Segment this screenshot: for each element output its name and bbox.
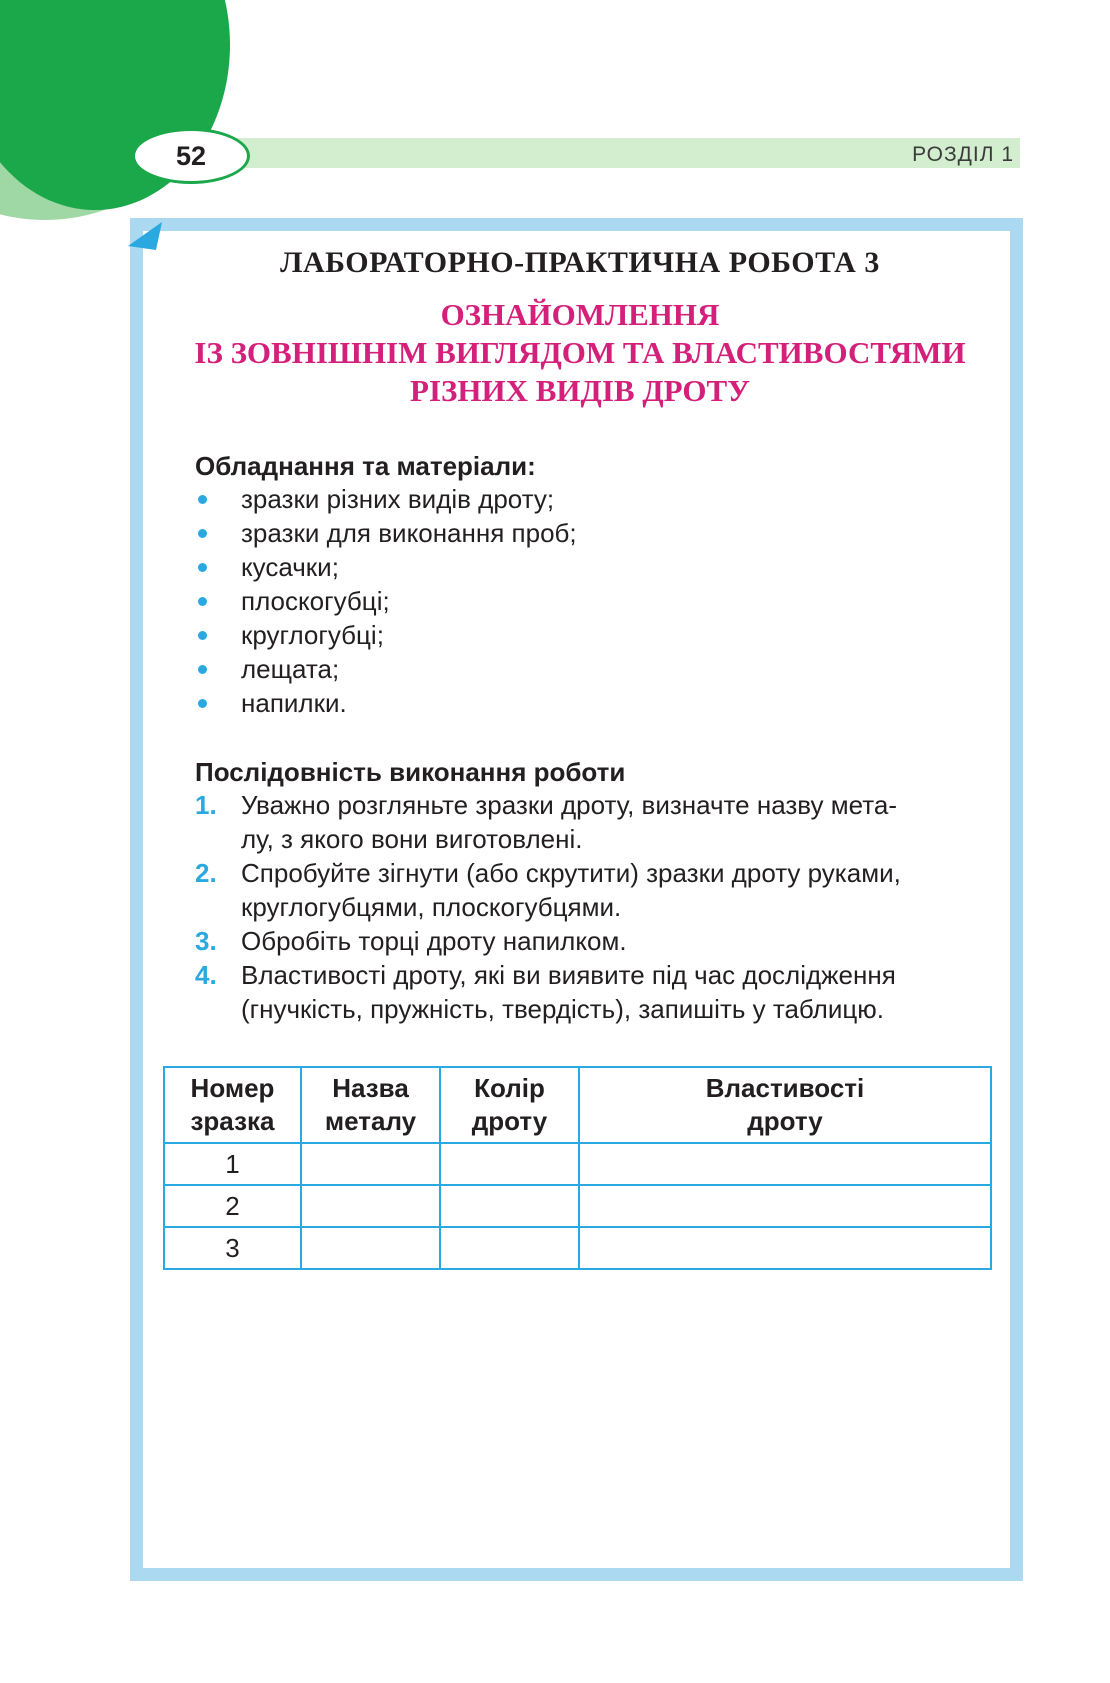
empty-cell[interactable] [301, 1185, 440, 1227]
empty-cell[interactable] [440, 1227, 579, 1269]
results-table [163, 1066, 992, 1270]
list-item: зразки різних видів дроту; [195, 482, 577, 516]
step-number: 3. [195, 926, 217, 956]
list-item: круглогубці; [195, 618, 577, 652]
procedure-heading: Послідовність виконання роботи [195, 757, 626, 787]
lab-title: ЛАБОРАТОРНО-ПРАКТИЧНА РОБОТА 3 [280, 246, 880, 279]
topic-line-2: ІЗ ЗОВНІШНІМ ВИГЛЯДОМ ТА ВЛАСТИВОСТЯМИ [194, 335, 966, 370]
page-number: 52 [132, 128, 250, 184]
sample-number-cell: 3 [164, 1227, 301, 1269]
step-number: 4. [195, 960, 217, 990]
col-header-wire-color: Колір дроту [440, 1067, 579, 1143]
list-item: 1. Уважно розгляньте зразки дроту, визначте назву мета- лу, з якого вони виготовлені. [195, 790, 897, 854]
section-label: РОЗДІЛ 1 [912, 143, 1014, 166]
list-item: кусачки; [195, 550, 577, 584]
empty-cell[interactable] [301, 1227, 440, 1269]
equipment-heading: Обладнання та матеріали: [195, 451, 536, 481]
header-bar [190, 138, 1020, 168]
list-item: напилки. [195, 686, 577, 720]
empty-cell[interactable] [579, 1227, 991, 1269]
col-header-sample-number: Номер зразка [164, 1067, 301, 1143]
bullet-icon [198, 597, 207, 606]
sample-number-cell: 2 [164, 1185, 301, 1227]
list-item: лещата; [195, 652, 577, 686]
bullet-icon [198, 529, 207, 538]
empty-cell[interactable] [579, 1143, 991, 1185]
table-row [164, 1185, 991, 1227]
topic-title [150, 296, 1010, 410]
step-number: 1. [195, 790, 217, 820]
bullet-icon [198, 699, 207, 708]
step-number: 2. [195, 858, 217, 888]
table-row [164, 1227, 991, 1269]
procedure-list [195, 788, 995, 1026]
equipment-list [195, 482, 577, 720]
empty-cell[interactable] [579, 1185, 991, 1227]
bullet-icon [198, 563, 207, 572]
equipment-section [195, 451, 577, 720]
list-item: зразки для виконання проб; [195, 516, 577, 550]
list-item: 4. Властивості дроту, які ви виявите під час дослідження (гнучкість, пружність, твердість), запишіть у таблицю. [195, 960, 896, 1024]
empty-cell[interactable] [440, 1185, 579, 1227]
col-header-metal-name: Назва металу [301, 1067, 440, 1143]
bullet-icon [198, 665, 207, 674]
list-item: плоскогубці; [195, 584, 577, 618]
empty-cell[interactable] [440, 1143, 579, 1185]
table-row [164, 1143, 991, 1185]
list-item: 3. Обробіть торці дроту напилком. [195, 926, 627, 956]
empty-cell[interactable] [301, 1143, 440, 1185]
bullet-icon [198, 631, 207, 640]
table-header-row [164, 1067, 991, 1143]
list-item: 2. Спробуйте зігнути (або скрутити) зразки дроту руками, круглогубцями, плоскогубцями. [195, 858, 901, 922]
sample-number-cell: 1 [164, 1143, 301, 1185]
procedure-section [195, 757, 995, 1026]
topic-line-3: РІЗНИХ ВИДІВ ДРОТУ [410, 373, 750, 408]
topic-line-1: ОЗНАЙОМЛЕННЯ [440, 297, 720, 332]
bullet-icon [198, 495, 207, 504]
col-header-wire-properties: Властивості дроту [579, 1067, 991, 1143]
